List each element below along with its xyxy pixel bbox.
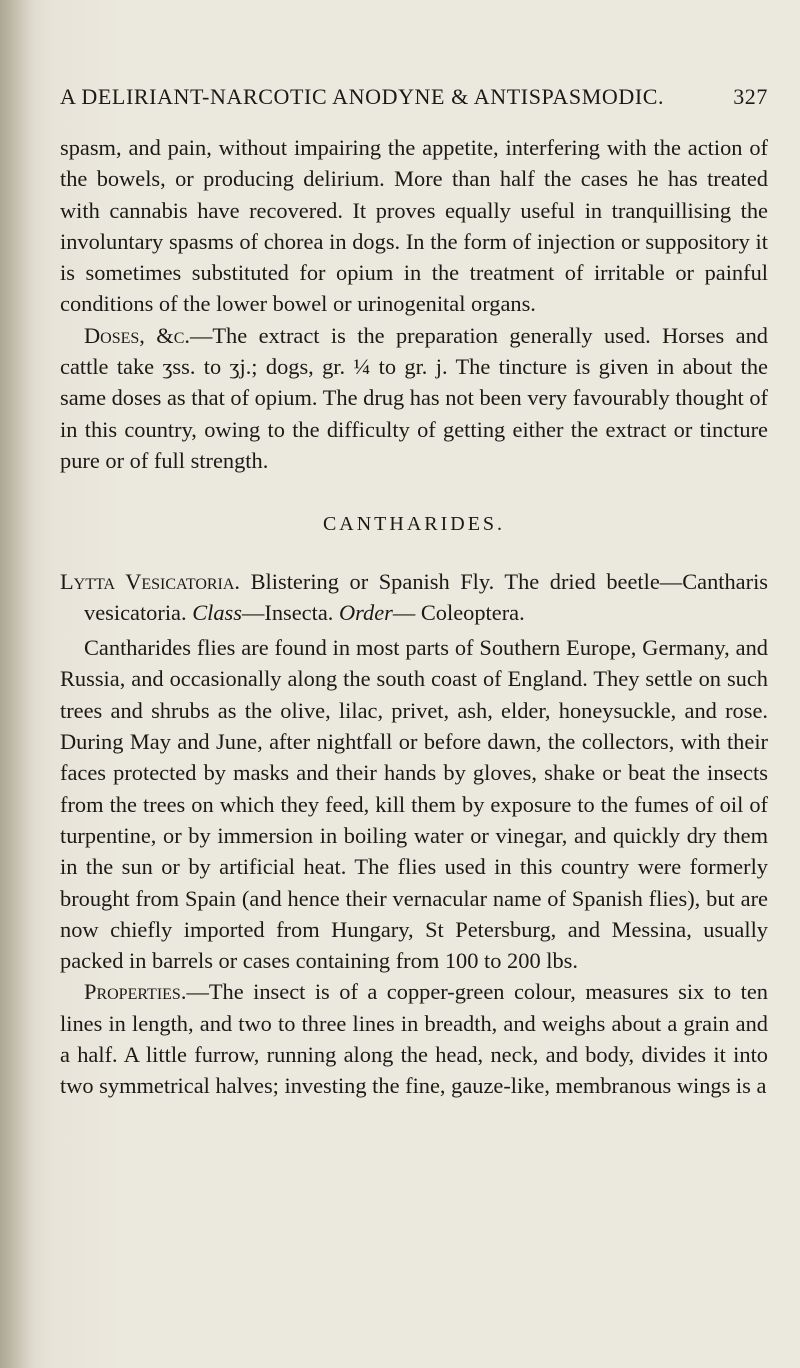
lytta-text-c: — Coleoptera. bbox=[392, 599, 525, 625]
doses-text: —The extract is the preparation generally used. Horses and cattle take ʒss. to ʒj.; dogs, gr. ¼ to gr. j. The tincture is given in about the same doses as that of opium. The drug has not been very favourably thought of in this country, owing to the difficulty of getting either the extract or tincture pure or of full strength. bbox=[60, 322, 768, 473]
paragraph-cannabis-conclusion: spasm, and pain, without impairing the appetite, interfering with the action of the bowels, or producing delirium. More than half the cases he has treated with cannabis have recovered. It proves equally useful in tranquillising the involuntary spasms of chorea in dogs. In the form of injection or suppository it is sometimes substituted for opium in the treatment of irritable or painful conditions of the lower bowel or urinogenital organs. bbox=[60, 135, 768, 317]
section-heading: CANTHARIDES. bbox=[322, 513, 506, 536]
running-title: A DELIRIANT-NARCOTIC ANODYNE & ANTISPASMODIC. bbox=[60, 84, 665, 109]
paragraph-doses bbox=[60, 320, 768, 476]
lytta-class-label: Class bbox=[192, 599, 242, 625]
paragraph-lytta bbox=[60, 566, 768, 629]
properties-lead: Properties. bbox=[84, 979, 187, 1005]
page-number: 327 bbox=[733, 84, 768, 109]
page-body bbox=[60, 132, 768, 1102]
doses-lead: Doses, &c. bbox=[84, 322, 190, 348]
lytta-order-label: Order bbox=[338, 599, 393, 625]
page-gutter-shadow bbox=[0, 0, 34, 1368]
lytta-text-a: Blistering or Spanish Fly. The dried beetle—Cantharis vesicatoria. bbox=[84, 568, 769, 625]
properties-text: —The insect is of a copper-green colour, measures six to ten lines in length, and two to three lines in breadth, and weighs about a grain and a half. A little furrow, running along the head, neck, and body, divides it into two symmetrical halves; investing the fine, gauze-like, membranous wings is a bbox=[60, 979, 768, 1099]
paragraph-properties bbox=[60, 976, 768, 1101]
paragraph-habitat: Cantharides flies are found in most parts of Southern Europe, Germany, and Russia, and occasionally along the south coast of England. They settle on such trees and shrubs as the olive, lilac, privet, ash, elder, honeysuckle, and rose. During May and June, after nightfall or before dawn, the collectors, with their faces protected by masks and their hands by gloves, shake or beat the insects from the trees on which they feed, kill them by exposure to the fumes of oil of turpentine, or by immersion in boiling water or vinegar, and quickly dry them in the sun or by artificial heat. The flies used in this country were formerly brought from Spain (and hence their vernacular name of Spanish flies), but are now chiefly imported from Hungary, St Petersburg, and Messina, usually packed in barrels or cases containing from 100 to 200 lbs. bbox=[60, 635, 768, 974]
running-header bbox=[60, 84, 768, 110]
lytta-lead: Lytta Vesicatoria. bbox=[60, 568, 241, 594]
lytta-text-b: —Insecta. bbox=[241, 599, 334, 625]
